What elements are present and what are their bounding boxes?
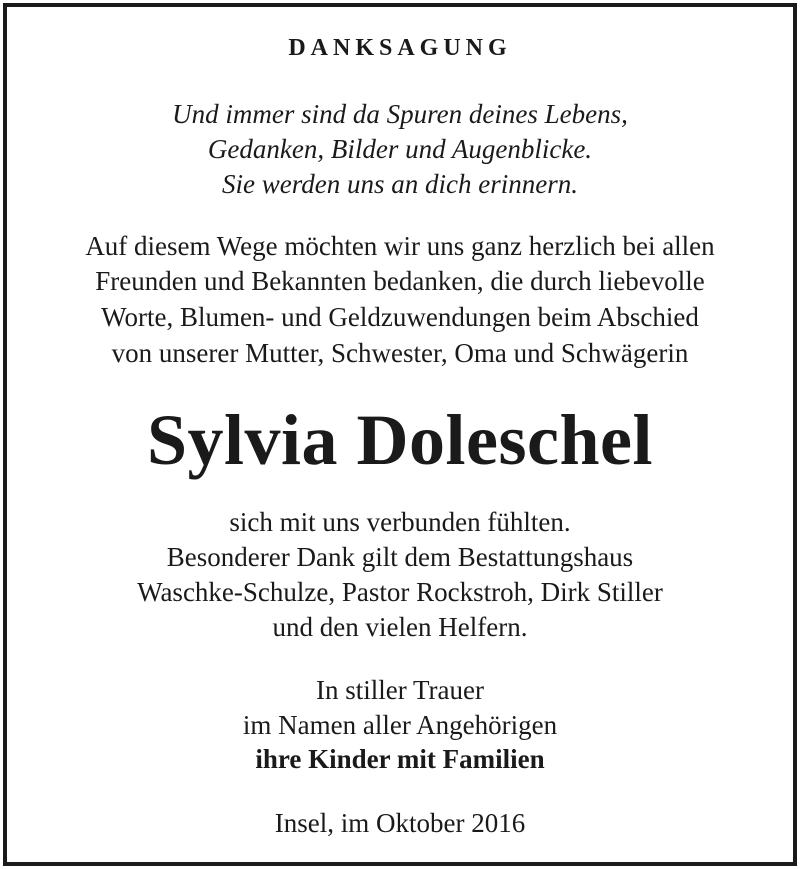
message-line: Worte, Blumen- und Geldzuwendungen beim Abschied [101,302,699,332]
place-date: Insel, im Oktober 2016 [274,808,526,838]
thanks-line: Besonderer Dank gilt dem Bestattungshaus [166,542,634,572]
poem-line: Und immer sind da Spuren deines Lebens, [172,99,628,129]
notice-heading: DANKSAGUNG [288,35,512,61]
thanks-line: und den vielen Helfern. [272,612,528,642]
poem-line: Sie werden uns an dich erinnern. [222,169,578,199]
signature-line: im Namen aller Angehörigen [242,710,558,740]
thanks-line: sich mit uns verbunden fühlten. [229,507,571,537]
message-line: Freunden und Bekannten bedanken, die durch liebevolle [95,266,705,296]
message-line: von unserer Mutter, Schwester, Oma und Schwägerin [111,338,689,368]
signature-line: In stiller Trauer [316,675,484,705]
deceased-name: Sylvia Doleschel [147,400,653,480]
poem-line: Gedanken, Bilder und Augenblicke. [207,134,593,164]
thanks-line: Waschke-Schulze, Pastor Rockstroh, Dirk Stiller [137,577,663,607]
message-line: Auf diesem Wege möchten wir uns ganz herzlich bei allen [85,231,715,261]
signature-family: ihre Kinder mit Familien [255,744,545,774]
